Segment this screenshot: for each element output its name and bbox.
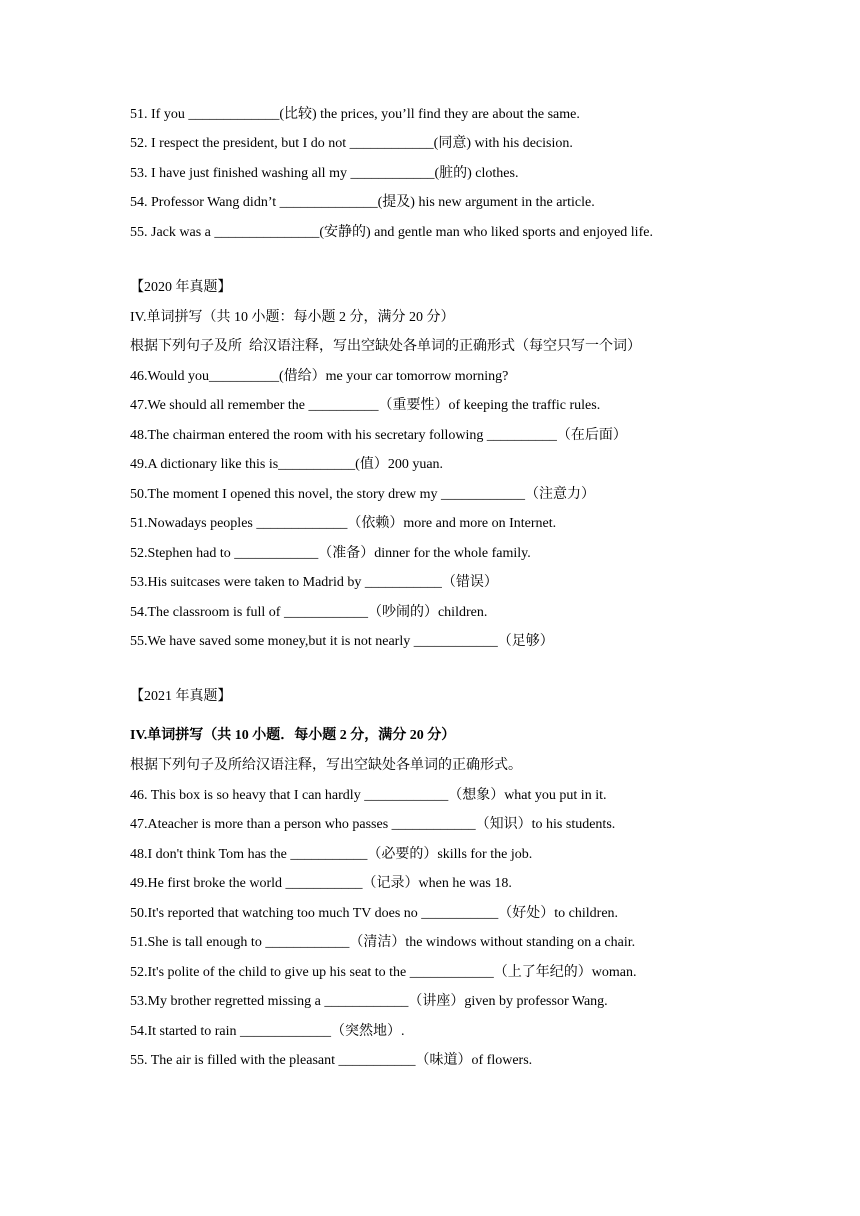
question-2020-46: 46.Would you__________(借给）me your car tomorrow morning? — [130, 369, 509, 384]
section-2021-title: IV.单词拼写（共 10 小题．每小题 2 分，满分 20 分） — [130, 728, 456, 743]
question-2020-54: 54.The classroom is full of ____________（吵闹的）children. — [130, 605, 488, 620]
question-2020-49: 49.A dictionary like this is___________(值）200 yuan. — [130, 457, 444, 472]
question-55: 55. Jack was a _______________(安静的) and gentle man who liked sports and enjoyed life. — [130, 225, 653, 240]
question-2020-51: 51.Nowadays peoples _____________（依赖）more and more on Internet. — [130, 516, 557, 531]
question-2021-53: 53.My brother regretted missing a ____________（讲座）given by professor Wang. — [130, 994, 608, 1009]
question-54: 54. Professor Wang didn’t ______________(提及) his new argument in the article. — [130, 195, 595, 210]
question-2021-49: 49.He first broke the world ___________（记录）when he was 18. — [130, 876, 512, 891]
section-2021-header: 【2021 年真题】 — [130, 689, 232, 704]
section-2021-instruction: 根据下列句子及所给汉语注释，写出空缺处各单词的正确形式。 — [130, 758, 522, 773]
question-51: 51. If you _____________(比较) the prices, you’ll find they are about the same. — [130, 107, 580, 122]
question-2021-47: 47.Ateacher is more than a person who passes ____________（知识）to his students. — [130, 817, 616, 832]
question-2020-53: 53.His suitcases were taken to Madrid by ___________（错误） — [130, 575, 498, 590]
question-53: 53. I have just finished washing all my ____________(脏的) clothes. — [130, 166, 519, 181]
question-2021-46: 46. This box is so heavy that I can hardly ____________（想象）what you put in it. — [130, 788, 607, 803]
question-2020-52: 52.Stephen had to ____________（准备）dinner for the whole family. — [130, 546, 531, 561]
question-2021-52: 52.It's polite of the child to give up his seat to the ____________（上了年纪的）woman. — [130, 965, 637, 980]
question-2020-47: 47.We should all remember the __________（重要性）of keeping the traffic rules. — [130, 398, 601, 413]
section-2020-instruction: 根据下列句子及所 给汉语注释，写出空缺处各单词的正确形式（每空只写一个词） — [130, 339, 641, 354]
section-2020-title: IV.单词拼写（共 10 小题：每小题 2 分，满分 20 分） — [130, 310, 455, 325]
question-2021-54: 54.It started to rain _____________（突然地）. — [130, 1024, 405, 1039]
question-2021-55: 55. The air is filled with the pleasant ___________（味道）of flowers. — [130, 1053, 533, 1068]
question-2021-50: 50.It's reported that watching too much TV does no ___________（好处）to children. — [130, 906, 619, 921]
question-2020-50: 50.The moment I opened this novel, the story drew my ____________（注意力） — [130, 487, 596, 502]
question-2021-48: 48.I don't think Tom has the ___________（必要的）skills for the job. — [130, 847, 533, 862]
section-2020-header: 【2020 年真题】 — [130, 280, 232, 295]
question-2021-51: 51.She is tall enough to ____________（清洁）the windows without standing on a chair. — [130, 935, 636, 950]
question-2020-55: 55.We have saved some money,but it is not nearly ____________（足够） — [130, 634, 554, 649]
question-2020-48: 48.The chairman entered the room with his secretary following __________（在后面） — [130, 428, 627, 443]
question-52: 52. I respect the president, but I do not ____________(同意) with his decision. — [130, 136, 573, 151]
